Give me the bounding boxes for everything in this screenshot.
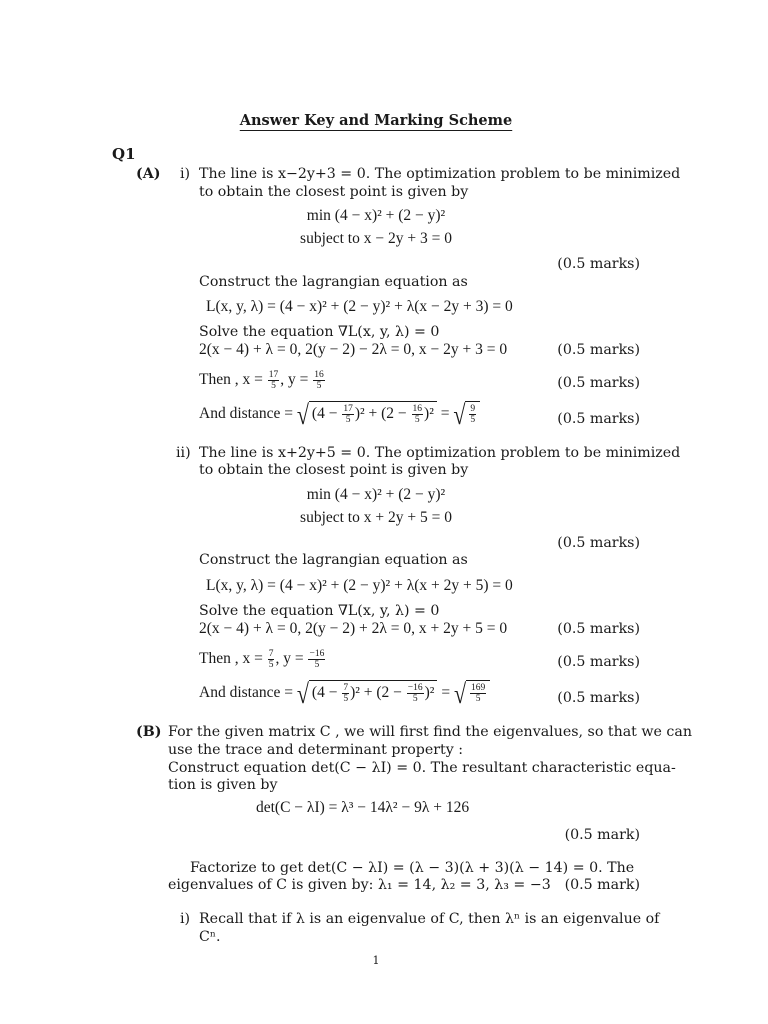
b-line-4: tion is given by	[168, 777, 278, 793]
aii-construct: Construct the lagrangian equation as	[199, 552, 468, 568]
item-i-label: i)	[180, 166, 191, 182]
b-line-3: Construct equation det(C − λI) = 0. The resultant characteristic equa-	[168, 760, 676, 776]
ai-objective: min (4 − x)² + (2 − y)²	[306, 207, 446, 224]
ai-solution: Then , x = $\frac{17}{5}$ , y = $\frac{16}{5}$	[199, 370, 324, 391]
aii-objective: min (4 − x)² + (2 − y)²	[306, 486, 446, 503]
ai-marks-4: (0.5 marks)	[557, 411, 640, 427]
ai-system: 2(x − 4) + λ = 0, 2(y − 2) − 2λ = 0, x − 2y + 3 = 0	[199, 341, 508, 358]
aii-marks-2: (0.5 marks)	[557, 621, 640, 637]
b-mark-1: (0.5 mark)	[564, 827, 640, 843]
aii-lagrangian: L(x, y, λ) = (4 − x)² + (2 − y)² + λ(x + 2y + 5) = 0	[206, 577, 513, 594]
ai-line-2: to obtain the closest point is given by	[199, 184, 469, 200]
page-number: 1	[372, 954, 380, 967]
part-a-label: (A)	[136, 166, 161, 182]
ai-marks-3: (0.5 marks)	[557, 375, 640, 391]
aii-solution: Then , x = $\frac{7}{5}$ , y = $\frac{-16}{5}$	[199, 649, 325, 670]
b-char-poly: det(C − λI) = λ³ − 14λ² − 9λ + 126	[256, 799, 470, 816]
question-label: Q1	[112, 145, 136, 163]
aii-constraint: subject to x + 2y + 5 = 0	[300, 509, 452, 526]
aii-system: 2(x − 4) + λ = 0, 2(y − 2) + 2λ = 0, x + 2y + 5 = 0	[199, 620, 508, 637]
aii-marks-3: (0.5 marks)	[557, 654, 640, 670]
aii-distance: And distance = √ (4 − $\frac{7}{5}$ )² + (2 − $\frac{-16}{5}$ )² = √ $\frac{169}{5}$	[199, 680, 490, 707]
aii-line-1: The line is x+2y+5 = 0. The optimization problem to be minimized	[199, 445, 681, 461]
b-i-line-1: Recall that if λ is an eigenvalue of C, then λⁿ is an eigenvalue of	[199, 911, 660, 927]
page-title: Answer Key and Marking Scheme	[239, 112, 513, 129]
ai-solve: Solve the equation ∇L(x, y, λ) = 0	[199, 324, 440, 340]
aii-marks-1: (0.5 marks)	[557, 535, 640, 551]
b-item-i-label: i)	[180, 911, 191, 927]
b-factorize-2: eigenvalues of C is given by: λ₁ = 14, λ₂ = 3, λ₃ = −3	[168, 877, 551, 893]
item-ii-label: ii)	[176, 445, 191, 461]
b-i-line-2: Cⁿ.	[199, 929, 221, 945]
ai-construct: Construct the lagrangian equation as	[199, 274, 468, 290]
ai-marks-2: (0.5 marks)	[557, 342, 640, 358]
aii-line-2: to obtain the closest point is given by	[199, 462, 469, 478]
ai-constraint: subject to x − 2y + 3 = 0	[300, 230, 452, 247]
ai-distance: And distance = √ (4 − $\frac{17}{5}$ )² + (2 − $\frac{16}{5}$ )² = √ $\frac{9}{5}$	[199, 401, 480, 428]
ai-line-1: The line is x−2y+3 = 0. The optimization problem to be minimized	[199, 166, 681, 182]
part-b-label: (B)	[136, 724, 162, 740]
ai-marks-1: (0.5 marks)	[557, 256, 640, 272]
aii-solve: Solve the equation ∇L(x, y, λ) = 0	[199, 603, 440, 619]
ai-lagrangian: L(x, y, λ) = (4 − x)² + (2 − y)² + λ(x − 2y + 3) = 0	[206, 298, 513, 315]
b-factorize-1: Factorize to get det(C − λI) = (λ − 3)(λ + 3)(λ − 14) = 0. The	[190, 860, 635, 876]
b-mark-2: (0.5 mark)	[564, 877, 640, 893]
aii-marks-4: (0.5 marks)	[557, 690, 640, 706]
b-line-1: For the given matrix C , we will first find the eigenvalues, so that we can	[168, 724, 692, 740]
b-line-2: use the trace and determinant property :	[168, 742, 464, 758]
